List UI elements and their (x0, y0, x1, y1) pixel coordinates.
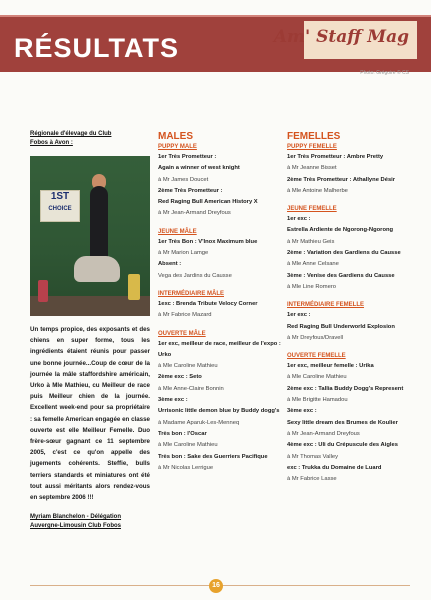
owner-line: à Mr Nicolas Lerrigue (158, 464, 214, 471)
owner-line: à Mle Anne Celsane (287, 261, 339, 268)
section-title: INTERMÉDIAIRE FEMELLE (287, 302, 365, 309)
result-line: Sexy little dream des Brumes de Koulier (287, 419, 398, 426)
result-line: Red Raging Bull Underworld Explosion (287, 323, 395, 330)
owner-line: à Madame Aparuk-Les-Menneq (158, 419, 240, 426)
result-line: Estrella Ardiente de Ngorong-Ngorong (287, 227, 394, 234)
section-title: JEUNE FEMELLE (287, 206, 337, 213)
owner-line: à Mle Antoine Malherbe (287, 187, 348, 194)
section-title: OUVERTE MÂLE (158, 330, 206, 337)
owner-line: à Mr Jean-Armand Dreyfous (287, 430, 360, 437)
magazine-title: Am' Staff Mag (273, 27, 409, 47)
result-line: 2ème Très Prometteur : Athallyne Désir (287, 176, 396, 183)
signature-org: Auvergne-Limousin Club Fobos (30, 523, 121, 530)
photo-banner-sub: CHOICE (48, 206, 72, 212)
section-title: PUPPY MALE (158, 144, 197, 150)
result-line: 1er exc, meilleur femelle : Urika (287, 363, 374, 370)
owner-line: à Mr Fabrice Lasse (287, 476, 337, 483)
section-title: JEUNE MÂLE (158, 228, 197, 235)
result-line: 1exc : Brenda Tribute Velocy Corner (158, 300, 258, 307)
owner-line: à Mr Jean-Armand Dreyfous (158, 210, 231, 217)
photo-banner-text: 1ST (50, 191, 70, 202)
trophy-shape (128, 274, 140, 300)
result-line: Urrisonic little demon blue by Buddy dogg's (158, 408, 280, 415)
owner-line: Vega des Jardins du Causse (158, 272, 232, 279)
trophy-shape-2 (38, 280, 48, 302)
owner-line: à Mr Jeanne Bisset (287, 165, 337, 172)
result-line: 2ème exc : Seto (158, 374, 202, 381)
owner-line: à Mr James Doucet (158, 176, 209, 183)
result-line: 1er exc, meilleur de race, meilleur de l'expo : (158, 340, 281, 347)
owner-line: à Mle Anne-Claire Bonnin (158, 385, 224, 392)
males-heading: MALES (158, 131, 193, 142)
result-line: 4ème exc : Uli du Crépuscule des Aigles (287, 442, 398, 449)
result-line: 3ème : Venise des Gardiens du Causse (287, 272, 395, 279)
femelles-sections (287, 143, 411, 485)
article-body: Un temps propice, des exposants et des chiens en super forme, tous les ingrédients étaient réunis pour passer une bonne journée...Coup de cœur de la journée la mâle staffordshire américain, Urko à Mle Mathieu, cu Meilleur de race puis Meilleur chien de la journée. Excellent week-end pour sa propriétaire : sa femelle American engagée en classe ouverte est elle Meilleur Femelle. Duo frère-sœur gagnant ce 11 septembre 2005, c'est ce qu'on appelle des jugements cohérents. Steffie, bulls terriers standards et miniatures ont été tout aussi méritants alors rendez-vous en septembre 2006 !!! (30, 326, 150, 502)
club-title-line1: Régionale d'élevage du Club (30, 131, 112, 137)
owner-line: à Mle Line Romero (287, 283, 336, 290)
dog-shape (74, 256, 120, 282)
section-title: PUPPY FEMELLE (287, 144, 337, 150)
result-line: 3ème exc : (158, 397, 188, 404)
owner-line: à Mr Dreyfous/Dravell (287, 334, 344, 341)
result-line: 1er Très Bon : V'Inox Maximum blue (158, 238, 258, 245)
page-number: 16 (209, 579, 223, 593)
owner-line: à Mr Marion Lamge (158, 250, 209, 257)
owner-line: à Mr Mathieu Geis (287, 238, 335, 245)
result-line: 1er Très Prometteur : (158, 154, 217, 160)
femelles-heading: FEMELLES (287, 131, 341, 142)
owner-line: à Mr Thomas Valley (287, 453, 339, 460)
result-line: 1er Très Prometteur : Ambre Pretty (287, 154, 384, 160)
owner-line: à Mr Fabrice Mazard (158, 312, 212, 319)
result-line: 3ème exc : (287, 408, 317, 415)
owner-line: à Mle Caroline Mathieu (158, 363, 218, 370)
result-line: Red Raging Bull American History X (158, 199, 258, 206)
result-line: 1er exc : (287, 312, 311, 319)
owner-line: à Mle Brigitte Hamadou (287, 397, 348, 404)
owner-line: à Mle Caroline Mathieu (287, 374, 347, 381)
result-line: Again a winner of west knight (158, 165, 240, 172)
page-title: RÉSULTATS (14, 33, 179, 63)
males-column (158, 131, 284, 474)
males-sections (158, 143, 284, 474)
header-banner (0, 15, 431, 72)
result-line: Absent : (158, 261, 182, 268)
section-title: INTERMÉDIAIRE MÂLE (158, 290, 224, 297)
show-photo (30, 156, 150, 316)
result-line: 2ème Très Prometteur : (158, 187, 223, 194)
result-line: 2ème exc : Tallia Buddy Dogg's Represent (287, 385, 404, 392)
photo-banner (40, 190, 80, 222)
result-line: 1er exc : (287, 216, 311, 223)
result-line: Très bon : Sake des Guerriers Pacifique (158, 453, 268, 460)
signature (30, 513, 150, 531)
photo-credit: Photo: Grégoire © CS (360, 70, 409, 76)
result-line: Urko (158, 351, 172, 358)
magazine-title-box (273, 21, 417, 59)
section-title: OUVERTE FEMELLE (287, 353, 346, 360)
femelles-column (287, 131, 411, 485)
signature-name: Myriam Blanchelon - Délégation (30, 514, 122, 521)
result-line: exc : Trukka du Domaine de Luard (287, 464, 382, 471)
result-line: 2ème : Variation des Gardiens du Causse (287, 250, 401, 257)
result-line: Très bon : l'Oscar (158, 430, 207, 437)
left-column (30, 130, 150, 531)
club-title-line2: Fobos à Avon : (30, 140, 73, 146)
owner-line: à Mle Caroline Mathieu (158, 442, 218, 449)
